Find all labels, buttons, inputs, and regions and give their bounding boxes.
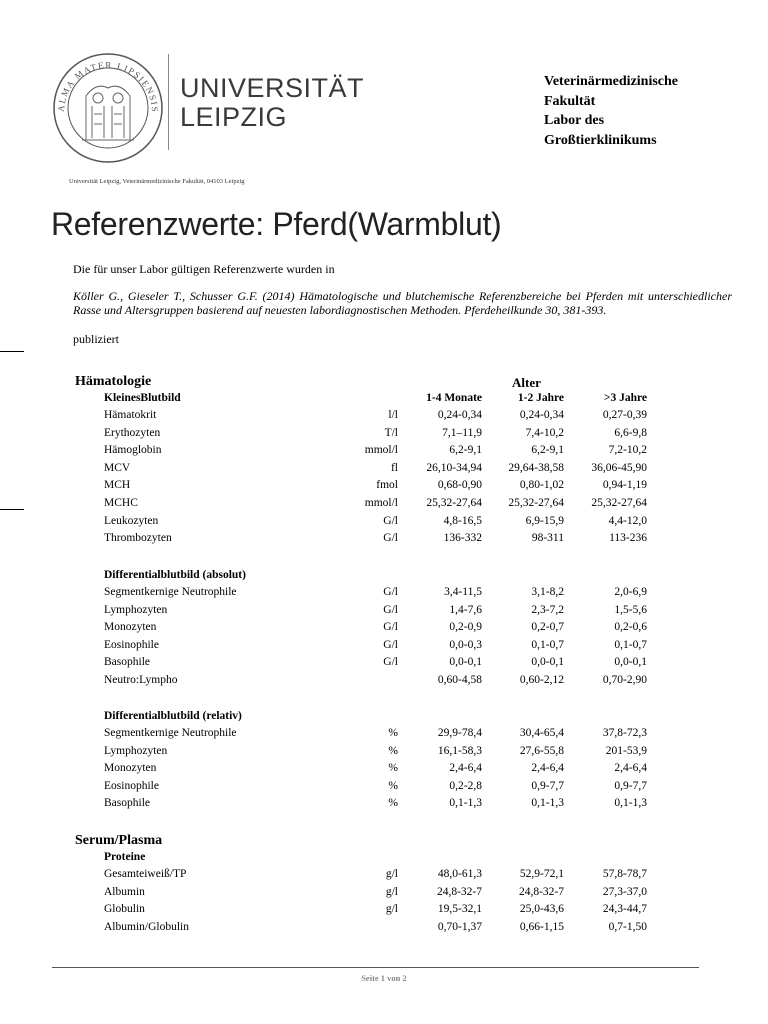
value-3-jahre: 2,4-6,4: [614, 762, 647, 775]
value-3-jahre: 6,6-9,8: [614, 426, 647, 439]
parameter-name: Hämoglobin: [104, 444, 162, 457]
subsection-diff-relativ: Differentialblutbild (relativ): [104, 710, 242, 722]
value-1-2-jahre: 6,9-15,9: [525, 514, 564, 527]
table-row: [0, 903, 768, 920]
parameter-name: Leukozyten: [104, 514, 159, 527]
value-1-4-monate: 4,8-16,5: [443, 514, 482, 527]
value-1-2-jahre: 25,0-43,6: [519, 903, 564, 916]
value-1-4-monate: 25,32-27,64: [426, 497, 482, 509]
value-1-2-jahre: 0,9-7,7: [531, 779, 564, 792]
subsection-proteine: Proteine: [104, 851, 146, 863]
value-3-jahre: 57,8-78,7: [602, 868, 647, 880]
unit-cell: T/l: [384, 426, 398, 439]
unit-cell: fl: [390, 461, 398, 474]
table-row: [0, 621, 768, 638]
value-3-jahre: 25,32-27,64: [591, 497, 647, 509]
value-1-4-monate: 19,5-32,1: [437, 903, 482, 916]
value-1-4-monate: 3,4-11,5: [444, 586, 482, 598]
value-1-4-monate: 0,68-0,90: [437, 479, 482, 492]
parameter-name: Albumin: [104, 885, 145, 898]
unit-cell: G/l: [383, 586, 398, 598]
value-3-jahre: 0,94-1,19: [602, 479, 647, 492]
value-1-2-jahre: 0,60-2,12: [519, 674, 564, 686]
value-1-4-monate: 0,60-4,58: [437, 674, 482, 686]
value-3-jahre: 0,9-7,7: [614, 779, 647, 792]
value-1-4-monate: 24,8-32-7: [436, 885, 482, 898]
section-serum-plasma: Serum/Plasma: [75, 833, 163, 848]
value-1-4-monate: 0,1-1,3: [449, 797, 482, 810]
table-row: [0, 727, 768, 744]
table-row: [0, 427, 768, 444]
value-1-2-jahre: 0,24-0,34: [519, 409, 564, 421]
unit-cell: G/l: [383, 514, 398, 527]
table-row: [0, 409, 768, 426]
value-1-2-jahre: 27,6-55,8: [519, 744, 564, 757]
citation-text: Köller G., Gieseler T., Schusser G.F. (2014) Hämatologische und blutchemische Referenzbereiche bei Pferden mit unterschiedlicher Rasse und Altersgruppen basierend auf neuesten labordiagnostischen Methoden. Pferdeheilkunde 30, 381-393.: [73, 289, 732, 317]
parameter-name: Globulin: [104, 903, 145, 916]
parameter-name: Segmentkernige Neutrophile: [104, 727, 237, 739]
value-1-4-monate: 0,24-0,34: [437, 409, 482, 421]
parameter-name: Monozyten: [104, 621, 157, 634]
value-3-jahre: 24,3-44,7: [602, 903, 647, 916]
unit-cell: l/l: [388, 409, 398, 421]
subsection-diff-absolut: Differentialblutbild (absolut): [104, 569, 246, 581]
unit-cell: fmol: [376, 479, 398, 492]
parameter-name: MCH: [104, 479, 131, 492]
value-1-4-monate: 29,9-78,4: [437, 727, 482, 739]
table-row: [0, 497, 768, 514]
intro-text: Die für unser Labor gültigen Referenzwerte wurden in: [73, 262, 335, 276]
value-1-4-monate: 1,4-7,6: [449, 603, 482, 616]
table-row: [0, 921, 768, 938]
value-1-4-monate: 0,2-2,8: [449, 779, 482, 792]
table-row: [0, 604, 768, 621]
unit-cell: G/l: [383, 621, 398, 634]
unit-cell: G/l: [383, 638, 398, 651]
table-row: [0, 762, 768, 779]
unit-cell: %: [388, 779, 398, 792]
unit-cell: %: [388, 762, 398, 775]
value-1-2-jahre: 2,3-7,2: [531, 603, 564, 616]
age-col-3: >3 Jahre: [603, 392, 647, 404]
parameter-name: Gesamteiweiß/TP: [104, 868, 187, 880]
faculty-line: Veterinärmedizinische: [544, 74, 679, 89]
parameter-name: MCHC: [104, 497, 138, 509]
value-1-2-jahre: 30,4-65,4: [519, 727, 564, 739]
parameter-name: Lymphozyten: [104, 744, 168, 757]
page-title: Referenzwerte: Pferd(Warmblut): [51, 206, 502, 242]
subsection-kleines-blutbild: KleinesBlutbild: [104, 392, 181, 404]
unit-cell: G/l: [383, 532, 398, 545]
value-3-jahre: 201-53,9: [605, 744, 647, 757]
value-1-2-jahre: 98-311: [531, 532, 564, 545]
value-1-2-jahre: 0,80-1,02: [519, 479, 564, 492]
value-1-2-jahre: 0,1-0,7: [531, 638, 564, 651]
value-1-2-jahre: 6,2-9,1: [531, 444, 564, 457]
table-row: [0, 745, 768, 762]
unit-cell: %: [388, 744, 398, 757]
parameter-name: Monozyten: [104, 762, 157, 775]
unit-cell: %: [388, 797, 398, 810]
value-3-jahre: 37,8-72,3: [602, 727, 647, 739]
value-3-jahre: 0,70-2,90: [602, 674, 647, 686]
unit-cell: mmol/l: [364, 444, 398, 457]
table-row: [0, 886, 768, 903]
parameter-name: Eosinophile: [104, 638, 159, 651]
faculty-block: [544, 72, 678, 150]
parameter-name: Segmentkernige Neutrophile: [104, 586, 237, 598]
value-1-4-monate: 136-332: [443, 532, 482, 545]
value-1-4-monate: 2,4-6,4: [449, 762, 482, 775]
value-1-4-monate: 0,70-1,37: [437, 920, 482, 933]
parameter-name: Eosinophile: [104, 779, 159, 792]
table-row: [0, 656, 768, 673]
university-line-2: LEIPZIG: [180, 102, 288, 132]
page-number: Seite 1 von 2: [361, 973, 407, 983]
value-1-2-jahre: 29,64-38,58: [508, 461, 564, 474]
parameter-name: Basophile: [104, 797, 150, 810]
age-header: Alter: [512, 375, 541, 390]
value-3-jahre: 0,27-0,39: [602, 409, 647, 421]
value-3-jahre: 27,3-37,0: [602, 885, 647, 898]
table-row: [0, 780, 768, 797]
section-haematologie: Hämatologie: [75, 374, 152, 389]
table-row: [0, 586, 768, 603]
value-1-2-jahre: 0,66-1,15: [519, 920, 564, 933]
footer-divider: [52, 967, 699, 968]
value-3-jahre: 0,1-1,3: [614, 797, 647, 810]
unit-cell: g/l: [385, 885, 398, 898]
unit-cell: mmol/l: [364, 497, 398, 509]
value-1-4-monate: 16,1-58,3: [437, 744, 482, 757]
value-3-jahre: 0,1-0,7: [614, 638, 647, 651]
value-1-2-jahre: 0,2-0,7: [531, 621, 564, 634]
table-row: [0, 515, 768, 532]
value-3-jahre: 0,0-0,1: [614, 656, 647, 669]
value-1-4-monate: 0,0-0,1: [449, 656, 482, 669]
table-row: [0, 479, 768, 496]
value-1-2-jahre: 3,1-8,2: [531, 586, 564, 598]
fold-mark: [0, 351, 24, 352]
published-text: publiziert: [73, 332, 119, 346]
parameter-name: Neutro:Lympho: [104, 674, 178, 686]
value-1-2-jahre: 7,4-10,2: [525, 426, 564, 439]
parameter-name: Hämatokrit: [104, 409, 157, 421]
unit-cell: G/l: [383, 603, 398, 616]
value-1-2-jahre: 25,32-27,64: [508, 497, 564, 509]
table-row: [0, 444, 768, 461]
university-seal-logo: [52, 52, 164, 164]
value-3-jahre: 1,5-5,6: [614, 603, 647, 616]
faculty-line: Großtierklinikums: [544, 132, 657, 148]
value-3-jahre: 113-236: [609, 532, 647, 545]
value-3-jahre: 7,2-10,2: [608, 444, 647, 457]
header-divider: [168, 54, 169, 150]
value-3-jahre: 0,2-0,6: [614, 621, 647, 634]
unit-cell: g/l: [385, 868, 398, 880]
value-3-jahre: 36,06-45,90: [591, 461, 647, 474]
table-row: [0, 868, 768, 885]
table-row: [0, 532, 768, 549]
unit-cell: g/l: [385, 903, 398, 916]
value-1-4-monate: 48,0-61,3: [437, 868, 482, 880]
value-1-4-monate: 0,2-0,9: [449, 621, 482, 634]
table-row: [0, 674, 768, 691]
parameter-name: Albumin/Globulin: [104, 920, 189, 933]
value-1-4-monate: 7,1–11,9: [442, 426, 482, 439]
unit-cell: G/l: [383, 656, 398, 669]
value-3-jahre: 0,7-1,50: [608, 920, 647, 933]
faculty-line: Fakultät: [544, 93, 596, 109]
age-col-2: 1-2 Jahre: [517, 392, 564, 404]
table-row: [0, 462, 768, 479]
value-1-4-monate: 26,10-34,94: [426, 461, 482, 474]
svg-text:ALMA MATER LIPSIENSIS: ALMA MATER LIPSIENSIS: [55, 59, 161, 114]
parameter-name: Thrombozyten: [104, 532, 172, 545]
value-1-2-jahre: 52,9-72,1: [519, 868, 564, 880]
university-line-1: UNIVERSITÄT: [180, 73, 365, 103]
parameter-name: Erythozyten: [104, 426, 161, 439]
value-1-2-jahre: 2,4-6,4: [531, 762, 564, 775]
parameter-name: MCV: [104, 461, 131, 474]
unit-cell: %: [388, 727, 398, 739]
value-3-jahre: 4,4-12,0: [608, 514, 647, 527]
faculty-line: Labor des: [544, 113, 605, 128]
value-1-2-jahre: 0,1-1,3: [531, 797, 564, 810]
university-wordmark: [180, 74, 364, 132]
parameter-name: Basophile: [104, 656, 150, 669]
value-3-jahre: 2,0-6,9: [614, 586, 647, 598]
value-1-2-jahre: 0,0-0,1: [531, 656, 564, 669]
value-1-2-jahre: 24,8-32-7: [518, 885, 564, 898]
table-row: [0, 797, 768, 814]
parameter-name: Lymphozyten: [104, 603, 168, 616]
table-row: [0, 639, 768, 656]
value-1-4-monate: 6,2-9,1: [449, 444, 482, 457]
value-1-4-monate: 0,0-0,3: [449, 638, 482, 651]
sender-address: Universität Leipzig, Veterinärmedizinische Fakultät, 04103 Leipzig: [69, 178, 245, 185]
age-col-1: 1-4 Monate: [426, 392, 482, 404]
